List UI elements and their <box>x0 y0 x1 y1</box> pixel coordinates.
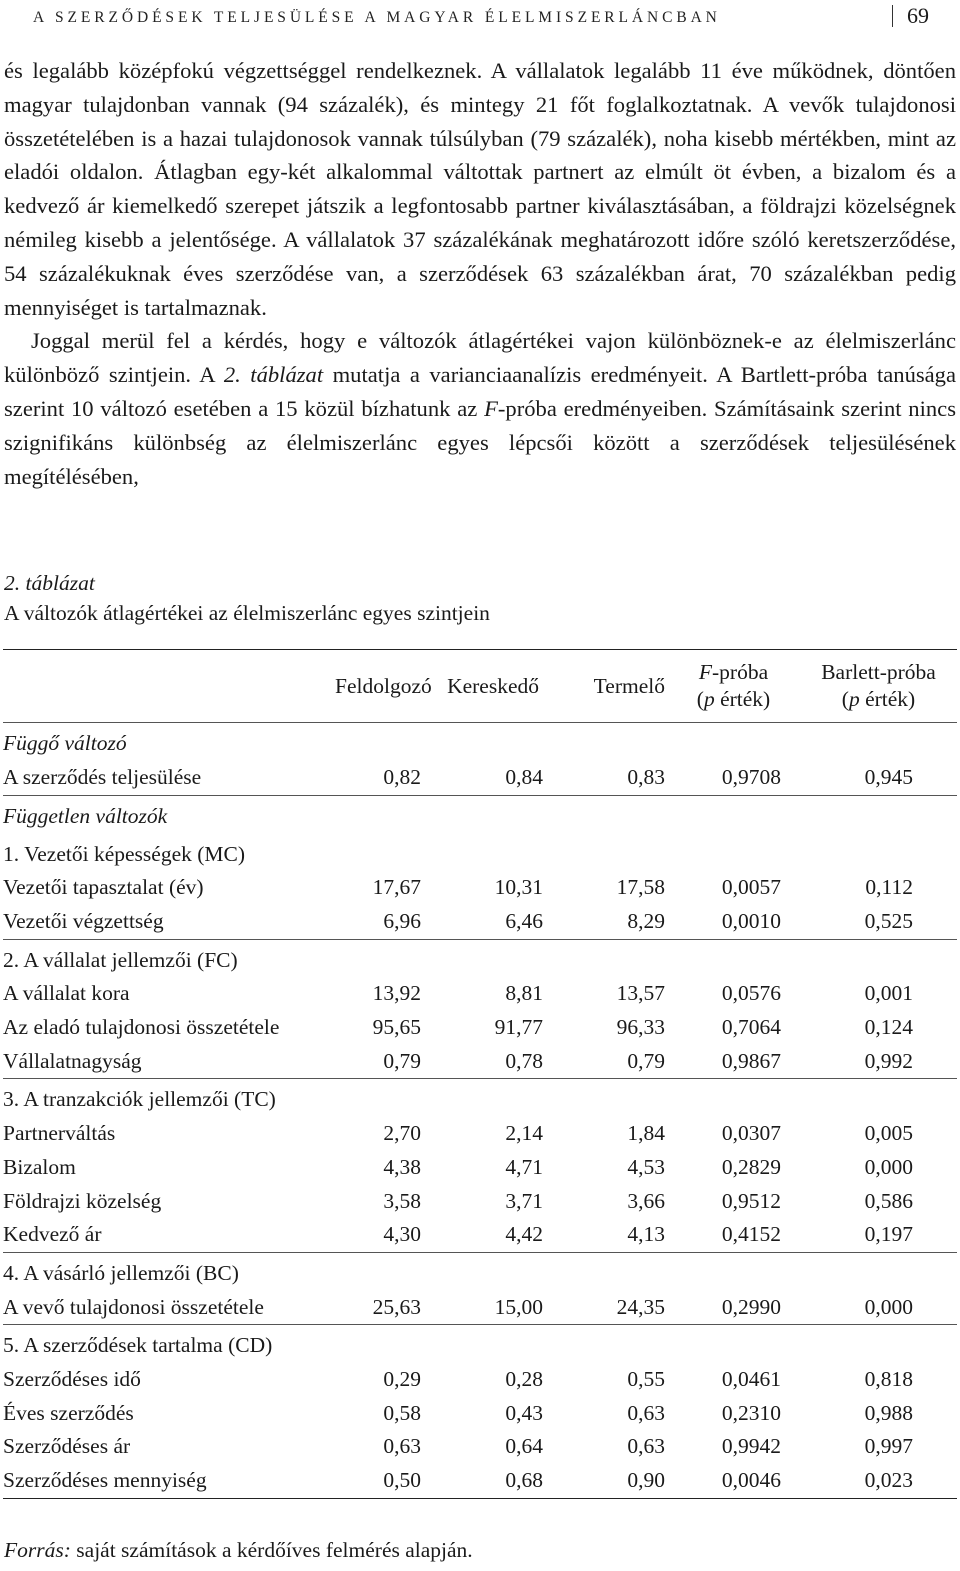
value-kereskedo: 0,28 <box>505 1367 543 1392</box>
value-f-proba: 0,0461 <box>721 1367 781 1392</box>
table-body <box>3 723 957 1498</box>
value-kereskedo: 91,77 <box>494 1015 543 1040</box>
value-kereskedo: 0,78 <box>505 1048 543 1073</box>
table-row <box>3 977 957 1011</box>
value-f-proba: 0,7064 <box>721 1015 781 1040</box>
value-termelo: 4,53 <box>627 1154 665 1179</box>
table-row <box>3 1185 957 1219</box>
running-head <box>0 0 960 40</box>
header-f-proba <box>665 650 793 723</box>
value-feldolgozo: 0,79 <box>383 1048 421 1073</box>
table-reference: 2. táblázat <box>223 362 324 388</box>
value-f-proba: 0,2829 <box>721 1154 781 1179</box>
value-termelo: 1,84 <box>627 1121 665 1146</box>
table-bottom-rule <box>3 1498 957 1499</box>
table-title: A változók átlagértékei az élelmiszerlánc egyes szintjein <box>4 601 490 625</box>
header-f-rest: -próba <box>712 660 769 685</box>
row-label: Partnerváltás <box>3 1121 116 1146</box>
data-table <box>3 650 957 1497</box>
value-feldolgozo: 25,63 <box>372 1294 421 1319</box>
header-f-symbol: F <box>698 660 712 685</box>
table-row <box>3 1397 957 1431</box>
value-termelo: 0,83 <box>627 765 665 790</box>
table-label: 2. táblázat <box>4 571 95 595</box>
table-caption <box>4 568 490 628</box>
group-title <box>3 940 957 978</box>
value-feldolgozo: 4,38 <box>383 1154 421 1179</box>
value-f-proba: 0,0307 <box>721 1121 781 1146</box>
row-label: A vevő tulajdonosi összetétele <box>3 1294 264 1319</box>
value-feldolgozo: 6,96 <box>383 908 421 933</box>
value-barlett-proba: 0,124 <box>864 1015 913 1040</box>
value-feldolgozo: 0,82 <box>383 765 421 790</box>
header-row <box>3 650 957 723</box>
header-termelo: Termelő <box>593 673 665 698</box>
group-title-text: 1. Vezetői képességek (MC) <box>3 841 246 866</box>
value-barlett-proba: 0,197 <box>864 1222 913 1247</box>
value-f-proba: 0,9867 <box>721 1048 781 1073</box>
source-label: Forrás: <box>4 1538 71 1562</box>
group-title-text: 2. A vállalat jellemzői (FC) <box>3 947 238 972</box>
table-row <box>3 1363 957 1397</box>
header-feldolgozo: Feldolgozó <box>335 673 432 698</box>
value-feldolgozo: 4,30 <box>383 1222 421 1247</box>
value-f-proba: 0,0010 <box>721 908 781 933</box>
row-label: A vállalat kora <box>3 981 130 1006</box>
value-kereskedo: 0,84 <box>505 765 543 790</box>
header-kereskedo: Kereskedő <box>447 673 539 698</box>
row-label: Éves szerződés <box>3 1400 134 1425</box>
value-termelo: 8,29 <box>627 908 665 933</box>
running-title: A SZERZŐDÉSEK TELJESÜLÉSE A MAGYAR ÉLELMISZERLÁNCBAN <box>33 9 721 26</box>
row-label: Földrajzi közelség <box>3 1188 162 1213</box>
value-barlett-proba: 0,818 <box>864 1367 913 1392</box>
value-barlett-proba: 0,997 <box>864 1434 913 1459</box>
paragraph-1: és legalább középfokú végzettséggel rendelkeznek. A vállalatok legalább 11 éve működnek, döntően magyar tulajdonban vannak (94 százalék), és mintegy 21 főt foglalkoztatnak. A vevők tulajdonosi összetételében is a hazai tulajdonosok vannak túlsúlyban (79 százalék), noha kisebb mértékben, mint az eladói oldalon. Átlagban egy-két alkalommal váltottak partnert az elmúlt öt évben, a bizalom és a kedvező ár kiemelkedő szerepet játszik a legfontosabb partner kiválasztásában, a földrajzi közelségnek némileg kisebb a jelentősége. A vállalatok 37 százalékának meghatározott időre szóló keretszerződése, 54 százalékuknak éves szerződése van, a szerződések 63 százalékban árat, 70 százalékban pedig mennyiséget is tartalmaznak. <box>4 58 956 320</box>
header-f-p: p <box>703 687 715 712</box>
header-f-line2 <box>697 687 770 711</box>
value-termelo: 3,66 <box>627 1188 665 1213</box>
table-row <box>3 1011 957 1045</box>
value-barlett-proba: 0,005 <box>864 1121 913 1146</box>
header-empty <box>3 650 333 723</box>
value-termelo: 0,63 <box>627 1434 665 1459</box>
table-row <box>3 871 957 905</box>
table-row <box>3 1218 957 1252</box>
header-barlett-line2 <box>842 687 915 711</box>
value-termelo: 13,57 <box>616 981 665 1006</box>
row-label: Szerződéses idő <box>3 1367 141 1392</box>
value-feldolgozo: 2,70 <box>383 1121 421 1146</box>
value-f-proba: 0,4152 <box>721 1222 781 1247</box>
results-table <box>3 649 957 1499</box>
row-label: Az eladó tulajdonosi összetétele <box>3 1015 280 1040</box>
value-termelo: 24,35 <box>616 1294 665 1319</box>
row-label: Szerződéses mennyiség <box>3 1468 207 1493</box>
row-label: Bizalom <box>3 1154 76 1179</box>
independent-section-label <box>3 796 957 834</box>
paragraph-2-part-1: Joggal merül fel a kérdés, hogy e változók átlagértékei vajon különböznek-e az élelmiszerlánc különböző szintjein. A <box>4 328 956 388</box>
value-feldolgozo: 0,29 <box>383 1367 421 1392</box>
value-feldolgozo: 0,50 <box>383 1468 421 1493</box>
value-kereskedo: 4,71 <box>505 1154 543 1179</box>
value-barlett-proba: 0,000 <box>864 1154 913 1179</box>
value-termelo: 96,33 <box>616 1015 665 1040</box>
head-divider <box>892 5 893 27</box>
value-barlett-proba: 0,112 <box>865 875 913 900</box>
value-barlett-proba: 0,992 <box>864 1048 913 1073</box>
value-kereskedo: 8,81 <box>505 981 543 1006</box>
paragraph-2 <box>4 324 956 493</box>
table-row <box>3 1045 957 1079</box>
header-barlett-p: p <box>848 687 860 712</box>
row-label: Kedvező ár <box>3 1222 102 1247</box>
value-kereskedo: 4,42 <box>505 1222 543 1247</box>
paragraph-2-part-3: -próba eredményeiben. Számításaink szerint nincs szignifikáns különbség az élelmiszerlánc egyes lépcsői között a szerződések teljesülésének megítélésében, <box>4 395 956 489</box>
value-barlett-proba: 0,525 <box>864 908 913 933</box>
value-termelo: 0,79 <box>627 1048 665 1073</box>
group-title-text: 4. A vásárló jellemzői (BC) <box>3 1260 239 1285</box>
value-f-proba: 0,0046 <box>721 1468 781 1493</box>
page-number: 69 <box>907 3 929 28</box>
table-row <box>3 1291 957 1325</box>
value-kereskedo: 0,43 <box>505 1400 543 1425</box>
value-f-proba: 0,9942 <box>721 1434 781 1459</box>
value-barlett-proba: 0,001 <box>864 981 913 1006</box>
value-barlett-proba: 0,023 <box>864 1468 913 1493</box>
value-feldolgozo: 17,67 <box>372 875 421 900</box>
row-label: Vezetői végzettség <box>3 908 164 933</box>
value-termelo: 0,63 <box>627 1400 665 1425</box>
value-f-proba: 0,9512 <box>721 1188 781 1213</box>
header-f-p-rest: érték) <box>714 687 771 712</box>
value-termelo: 0,55 <box>627 1367 665 1392</box>
value-feldolgozo: 0,63 <box>383 1434 421 1459</box>
source-text: saját számítások a kérdőíves felmérés alapján. <box>70 1538 473 1562</box>
group-title-text: 3. A tranzakciók jellemzői (TC) <box>3 1087 276 1112</box>
dependent-section-label <box>3 723 957 761</box>
value-feldolgozo: 13,92 <box>372 981 421 1006</box>
value-kereskedo: 10,31 <box>494 875 543 900</box>
value-f-proba: 0,2990 <box>721 1294 781 1319</box>
header-f-line1 <box>699 660 768 684</box>
value-barlett-proba: 0,586 <box>864 1188 913 1213</box>
value-kereskedo: 2,14 <box>505 1121 543 1146</box>
header-barlett-p-rest: érték) <box>859 687 916 712</box>
row-label: A szerződés teljesülése <box>3 765 202 790</box>
header-f-paren: ( <box>696 687 704 712</box>
value-f-proba: 0,0057 <box>721 875 781 900</box>
value-f-proba: 0,0576 <box>721 981 781 1006</box>
value-termelo: 0,90 <box>627 1468 665 1493</box>
value-barlett-proba: 0,000 <box>864 1294 913 1319</box>
value-barlett-proba: 0,945 <box>864 765 913 790</box>
group-title-text: 5. A szerződések tartalma (CD) <box>3 1333 273 1358</box>
dependent-label: Függő változó <box>3 731 127 756</box>
table-source <box>4 1538 473 1563</box>
table-row <box>3 761 957 795</box>
table-row <box>3 1151 957 1185</box>
value-feldolgozo: 3,58 <box>383 1188 421 1213</box>
header-barlett-proba <box>793 650 957 723</box>
table-row <box>3 905 957 939</box>
group-title <box>3 1253 957 1291</box>
value-kereskedo: 6,46 <box>505 908 543 933</box>
table-row <box>3 1464 957 1498</box>
value-f-proba: 0,2310 <box>721 1400 781 1425</box>
f-symbol: F <box>484 395 498 421</box>
table-row <box>3 1430 957 1464</box>
group-title <box>3 1079 957 1117</box>
value-termelo: 4,13 <box>627 1222 665 1247</box>
row-label: Szerződéses ár <box>3 1434 131 1459</box>
value-feldolgozo: 95,65 <box>372 1015 421 1040</box>
independent-section-label-text: Független változók <box>3 803 168 828</box>
body-text <box>4 54 956 493</box>
row-label: Vállalatnagyság <box>3 1048 142 1073</box>
value-kereskedo: 3,71 <box>505 1188 543 1213</box>
value-feldolgozo: 0,58 <box>383 1400 421 1425</box>
header-barlett-paren: ( <box>841 687 849 712</box>
row-label: Vezetői tapasztalat (év) <box>3 875 204 900</box>
table-row <box>3 1117 957 1151</box>
value-kereskedo: 15,00 <box>494 1294 543 1319</box>
value-barlett-proba: 0,988 <box>864 1400 913 1425</box>
value-termelo: 17,58 <box>616 875 665 900</box>
group-title <box>3 1325 957 1363</box>
group-title <box>3 834 957 872</box>
value-kereskedo: 0,64 <box>505 1434 543 1459</box>
value-kereskedo: 0,68 <box>505 1468 543 1493</box>
value-f-proba: 0,9708 <box>721 765 781 790</box>
paragraph-2-part-2: mutatja a varianciaanalízis eredményeit. A Bartlett-próba tanúsága szerint 10 változó esetében a 15 közül bízhatunk az <box>4 362 957 421</box>
header-barlett-line1: Barlett-próba <box>821 660 936 685</box>
